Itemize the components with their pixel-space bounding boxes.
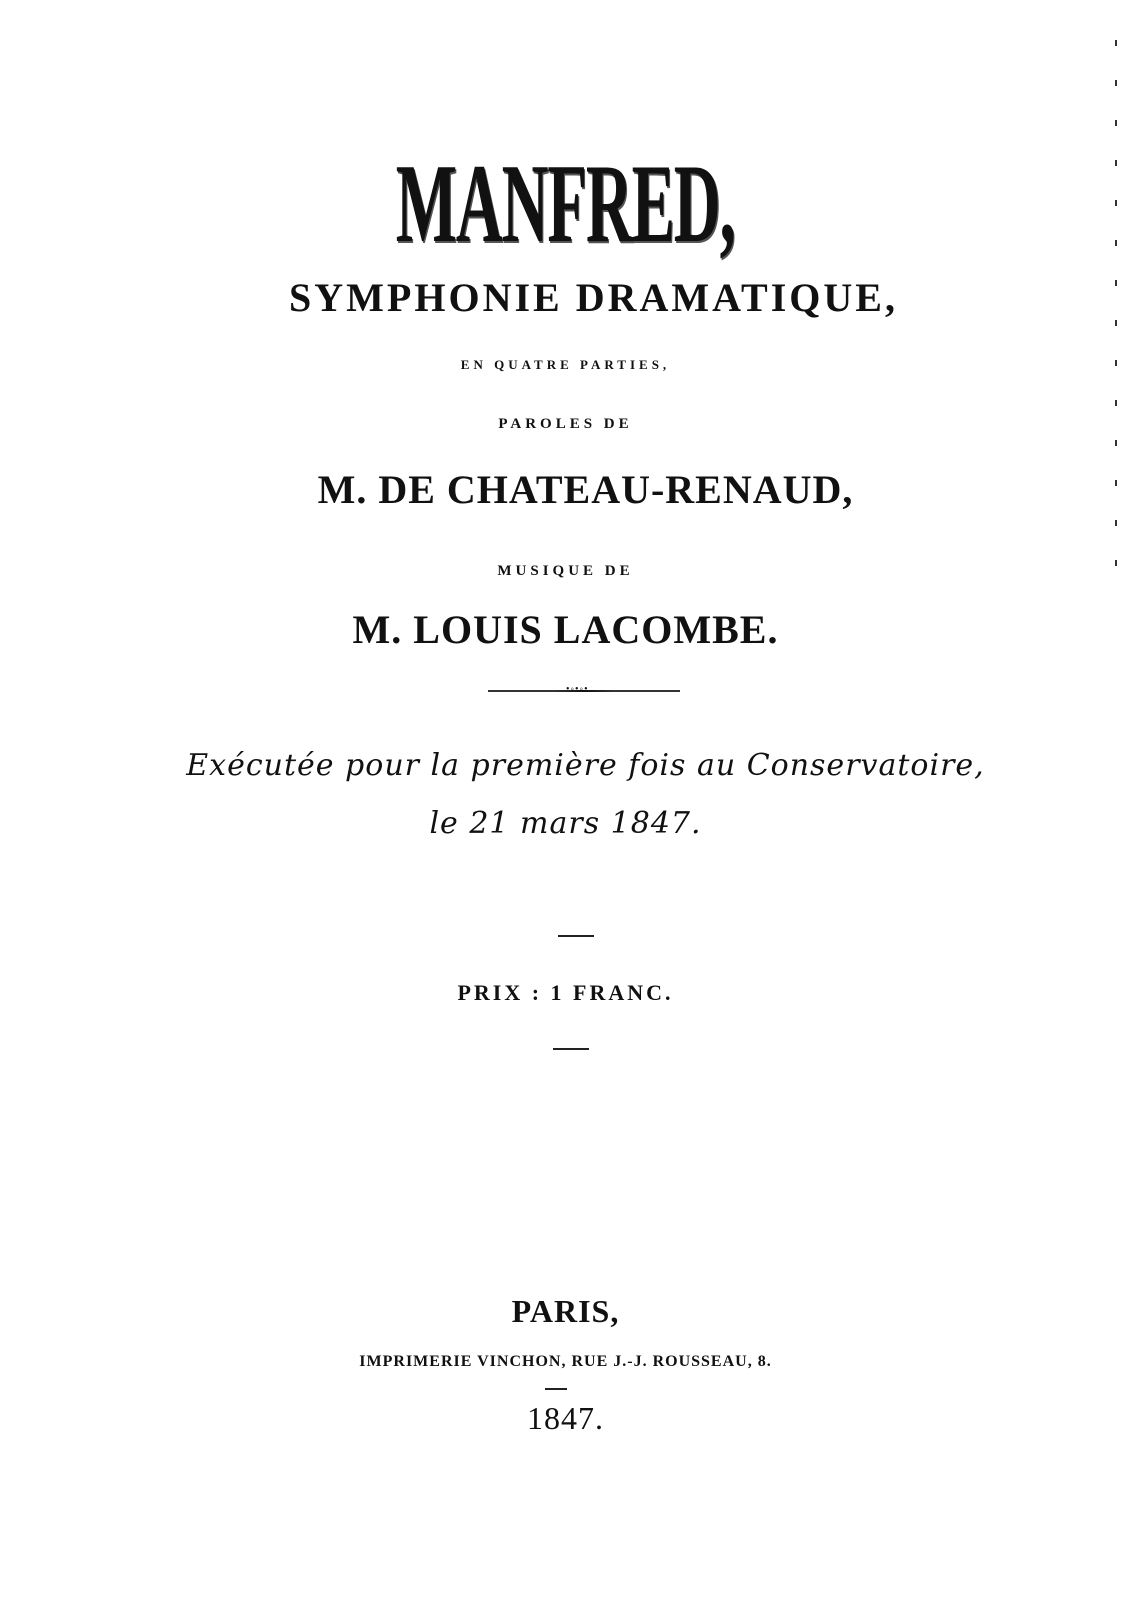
- performance-line-2: le 21 mars 1847.: [429, 806, 702, 841]
- performance-line-1: Exécutée pour la première fois au Conservatoire,: [186, 748, 985, 783]
- printer-imprint: IMPRIMERIE VINCHON, RUE J.-J. ROUSSEAU, 8.: [359, 1353, 772, 1370]
- composer-name: M. LOUIS LACOMBE.: [352, 607, 779, 652]
- work-title: [0, 140, 1131, 269]
- city: PARIS,: [511, 1293, 620, 1329]
- work-subtitle: SYMPHONIE DRAMATIQUE,: [289, 275, 898, 320]
- lyricist-name: M. DE CHATEAU-RENAUD,: [317, 467, 854, 512]
- lyrics-label: PAROLES DE: [498, 416, 633, 432]
- price: PRIX : 1 FRANC.: [457, 980, 674, 1005]
- divider: [545, 1388, 567, 1390]
- divider: [553, 1048, 589, 1050]
- ornament: •◦•◦•: [566, 684, 589, 695]
- work-title-text: MANFRED,: [396, 142, 735, 266]
- divider: [558, 935, 594, 937]
- year: 1847.: [527, 1400, 604, 1436]
- music-label: MUSIQUE DE: [497, 563, 634, 579]
- parts-line: EN QUATRE PARTIES,: [460, 357, 671, 372]
